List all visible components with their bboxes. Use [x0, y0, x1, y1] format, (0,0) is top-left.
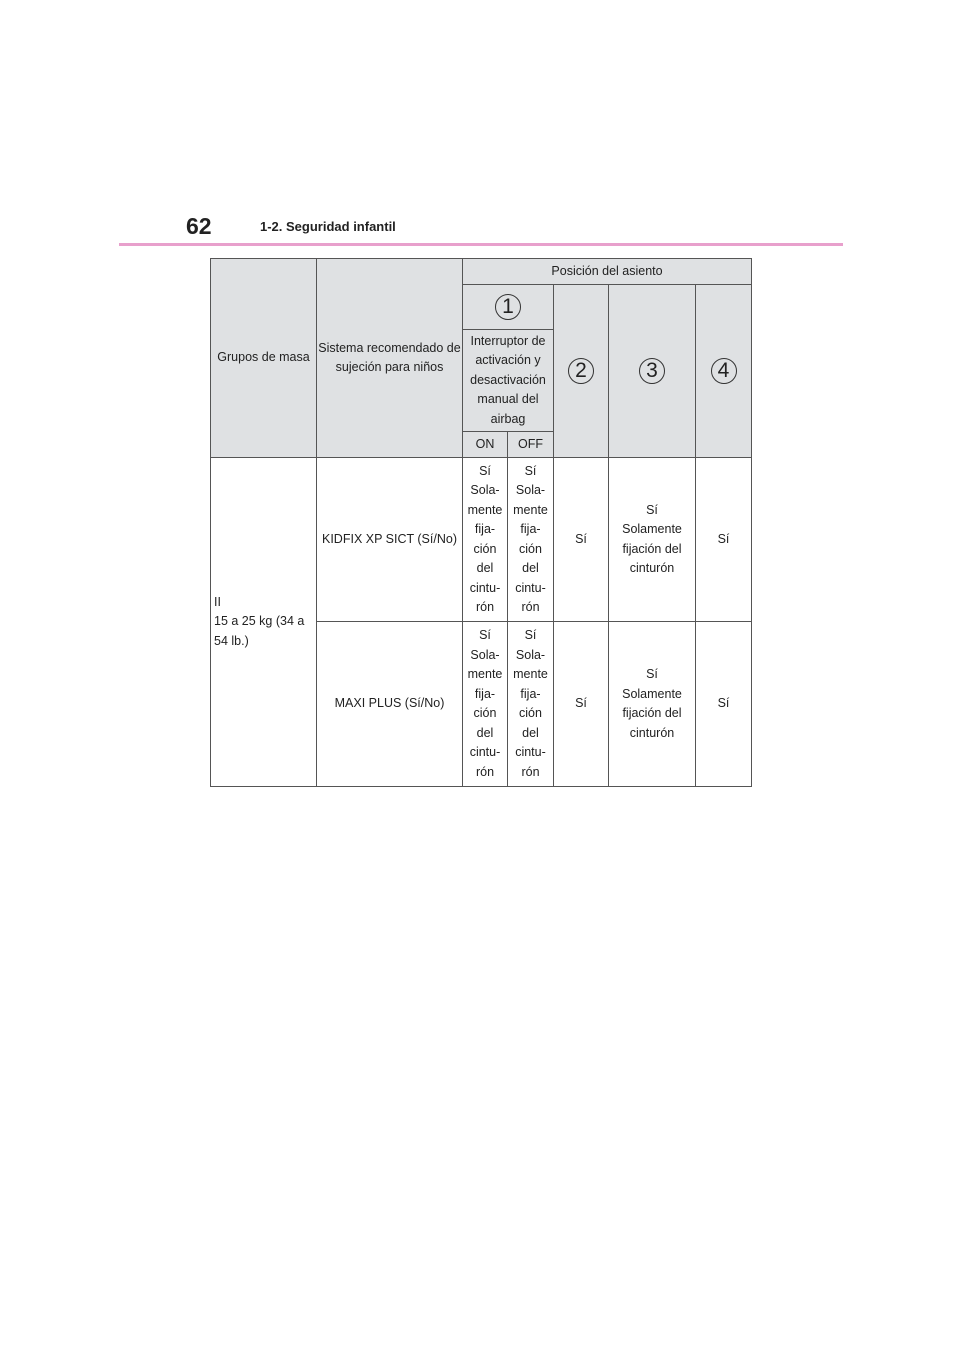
seat-4-icon: 4 [711, 358, 737, 384]
seat3-cell: Sí Solamente fijación del cinturón [609, 458, 696, 622]
header-seat-4 [696, 285, 752, 458]
seat3-cell: Sí Solamente fijación del cinturón [609, 622, 696, 787]
system-cell: KIDFIX XP SICT (Sí/No) [317, 458, 463, 622]
system-cell: MAXI PLUS (Sí/No) [317, 622, 463, 787]
seat1-on-cell: Sí Sola- mente fija- ción del cintu- rón [463, 622, 508, 787]
seat-3-icon: 3 [639, 358, 665, 384]
seat-compatibility-table [210, 258, 752, 787]
header-seat-position: Posición del asiento [463, 259, 752, 285]
header-seat-1 [463, 285, 554, 330]
seat-2-icon: 2 [568, 358, 594, 384]
seat2-cell: Sí [554, 622, 609, 787]
section-title: 1-2. Seguridad infantil [260, 219, 396, 234]
seat4-cell: Sí [696, 458, 752, 622]
seat1-off-cell: Sí Sola- mente fija- ción del cintu- rón [508, 458, 554, 622]
page-number: 62 [186, 213, 212, 239]
seat-1-icon: 1 [495, 294, 521, 320]
header-seat-3 [609, 285, 696, 458]
header-seat-2 [554, 285, 609, 458]
header-on: ON [463, 432, 508, 458]
seat1-on-cell: Sí Sola- mente fija- ción del cintu- rón [463, 458, 508, 622]
header-recommended-system: Sistema recomendado de sujeción para niños [317, 259, 463, 458]
seat4-cell: Sí [696, 622, 752, 787]
header-mass-groups: Grupos de masa [211, 259, 317, 458]
mass-group-cell: II 15 a 25 kg (34 a 54 lb.) [211, 458, 317, 787]
header-off: OFF [508, 432, 554, 458]
table-row [211, 458, 752, 622]
seat1-off-cell: Sí Sola- mente fija- ción del cintu- rón [508, 622, 554, 787]
header-rule [119, 243, 843, 246]
seat2-cell: Sí [554, 458, 609, 622]
header-airbag-switch: Interruptor de activación y desactivación manual del airbag [463, 330, 554, 432]
